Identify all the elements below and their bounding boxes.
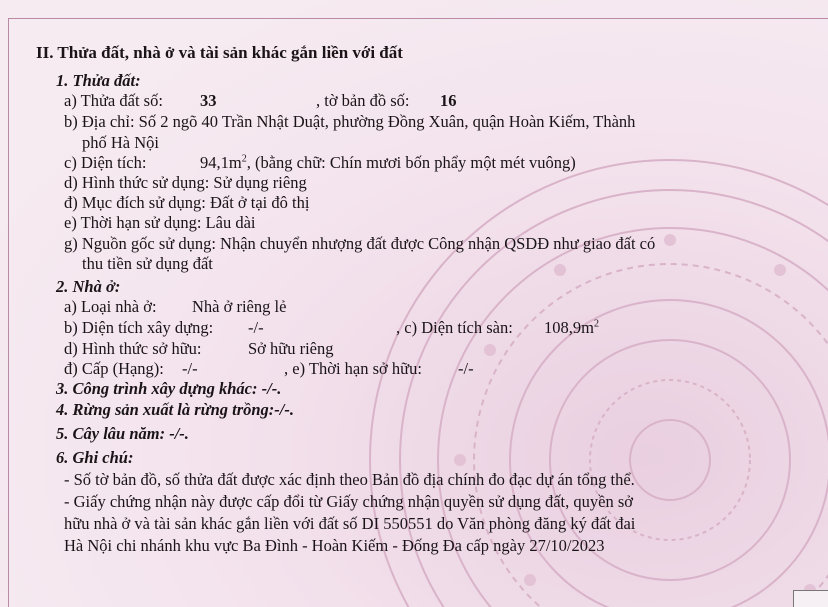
floor-area-superscript: 2 [593, 318, 599, 330]
area-value: 94,1m [200, 153, 242, 172]
floor-area-label: , c) Diện tích sàn: [396, 318, 513, 337]
origin-line-2: thu tiền sử dụng đất [82, 254, 213, 273]
area-value-group [200, 153, 576, 173]
forest: 4. Rừng sản xuất là rừng trồng:-/-. [56, 400, 294, 419]
map-label: , tờ bản đồ số: [316, 91, 410, 110]
ownership-label: d) Hình thức sở hữu: [64, 339, 202, 358]
build-area-label: b) Diện tích xây dựng: [64, 318, 214, 337]
other-construction: 3. Công trình xây dựng khác: -/-. [56, 379, 282, 398]
note-2-line-3: Hà Nội chi nhánh khu vực Ba Đình - Hoàn Kiếm - Đống Đa cấp ngày 27/10/2023 [64, 536, 605, 555]
parcel-number: 33 [200, 91, 217, 110]
note-2-line-2: hữu nhà ở và tài sản khác gắn liền với đất số DI 550551 do Văn phòng đăng ký đất đai [64, 514, 636, 533]
floor-area-value: 108,9m [544, 318, 594, 337]
floor-area-group [544, 318, 599, 338]
section-title: II. Thửa đất, nhà ở và tài sản khác gắn liền với đất [36, 43, 403, 62]
use-purpose: đ) Mục đích sử dụng: Đất ở tại đô thị [64, 193, 310, 212]
house-type-value: Nhà ở riêng lẻ [192, 297, 287, 316]
grade-value: -/- [182, 359, 198, 378]
notes-heading: 6. Ghi chú: [56, 448, 134, 467]
address-line-2: phố Hà Nội [82, 133, 159, 152]
land-heading: 1. Thửa đất: [56, 71, 141, 90]
house-heading: 2. Nhà ở: [56, 277, 121, 296]
build-area-value: -/- [248, 318, 264, 337]
area-unit-superscript: 2 [241, 153, 247, 165]
owner-term-label: , e) Thời hạn sở hữu: [284, 359, 422, 378]
address-line-1: b) Địa chỉ: Số 2 ngõ 40 Trần Nhật Duật, phường Đồng Xuân, quận Hoàn Kiếm, Thành [64, 112, 636, 131]
note-2-line-1: - Giấy chứng nhận này được cấp đổi từ Giấy chứng nhận quyền sử dụng đất, quyền sở [64, 492, 633, 511]
use-form: d) Hình thức sử dụng: Sử dụng riêng [64, 173, 307, 192]
area-text: , (bằng chữ: Chín mươi bốn phẩy một mét vuông) [246, 153, 576, 172]
parcel-label: a) Thửa đất số: [64, 91, 163, 110]
perennial-trees: 5. Cây lâu năm: -/-. [56, 424, 189, 443]
ownership-value: Sở hữu riêng [248, 339, 334, 358]
use-term: e) Thời hạn sử dụng: Lâu dài [64, 213, 256, 232]
owner-term-value: -/- [458, 359, 474, 378]
origin-line-1: g) Nguồn gốc sử dụng: Nhận chuyển nhượng đất được Công nhận QSDĐ như giao đất có [64, 234, 656, 253]
map-number: 16 [440, 91, 457, 110]
grade-label: đ) Cấp (Hạng): [64, 359, 164, 378]
house-type-label: a) Loại nhà ở: [64, 297, 157, 316]
area-label: c) Diện tích: [64, 153, 147, 172]
note-1: - Số tờ bản đồ, số thửa đất được xác định theo Bản đồ địa chính đo đạc dự án tổng thể. [64, 470, 635, 489]
